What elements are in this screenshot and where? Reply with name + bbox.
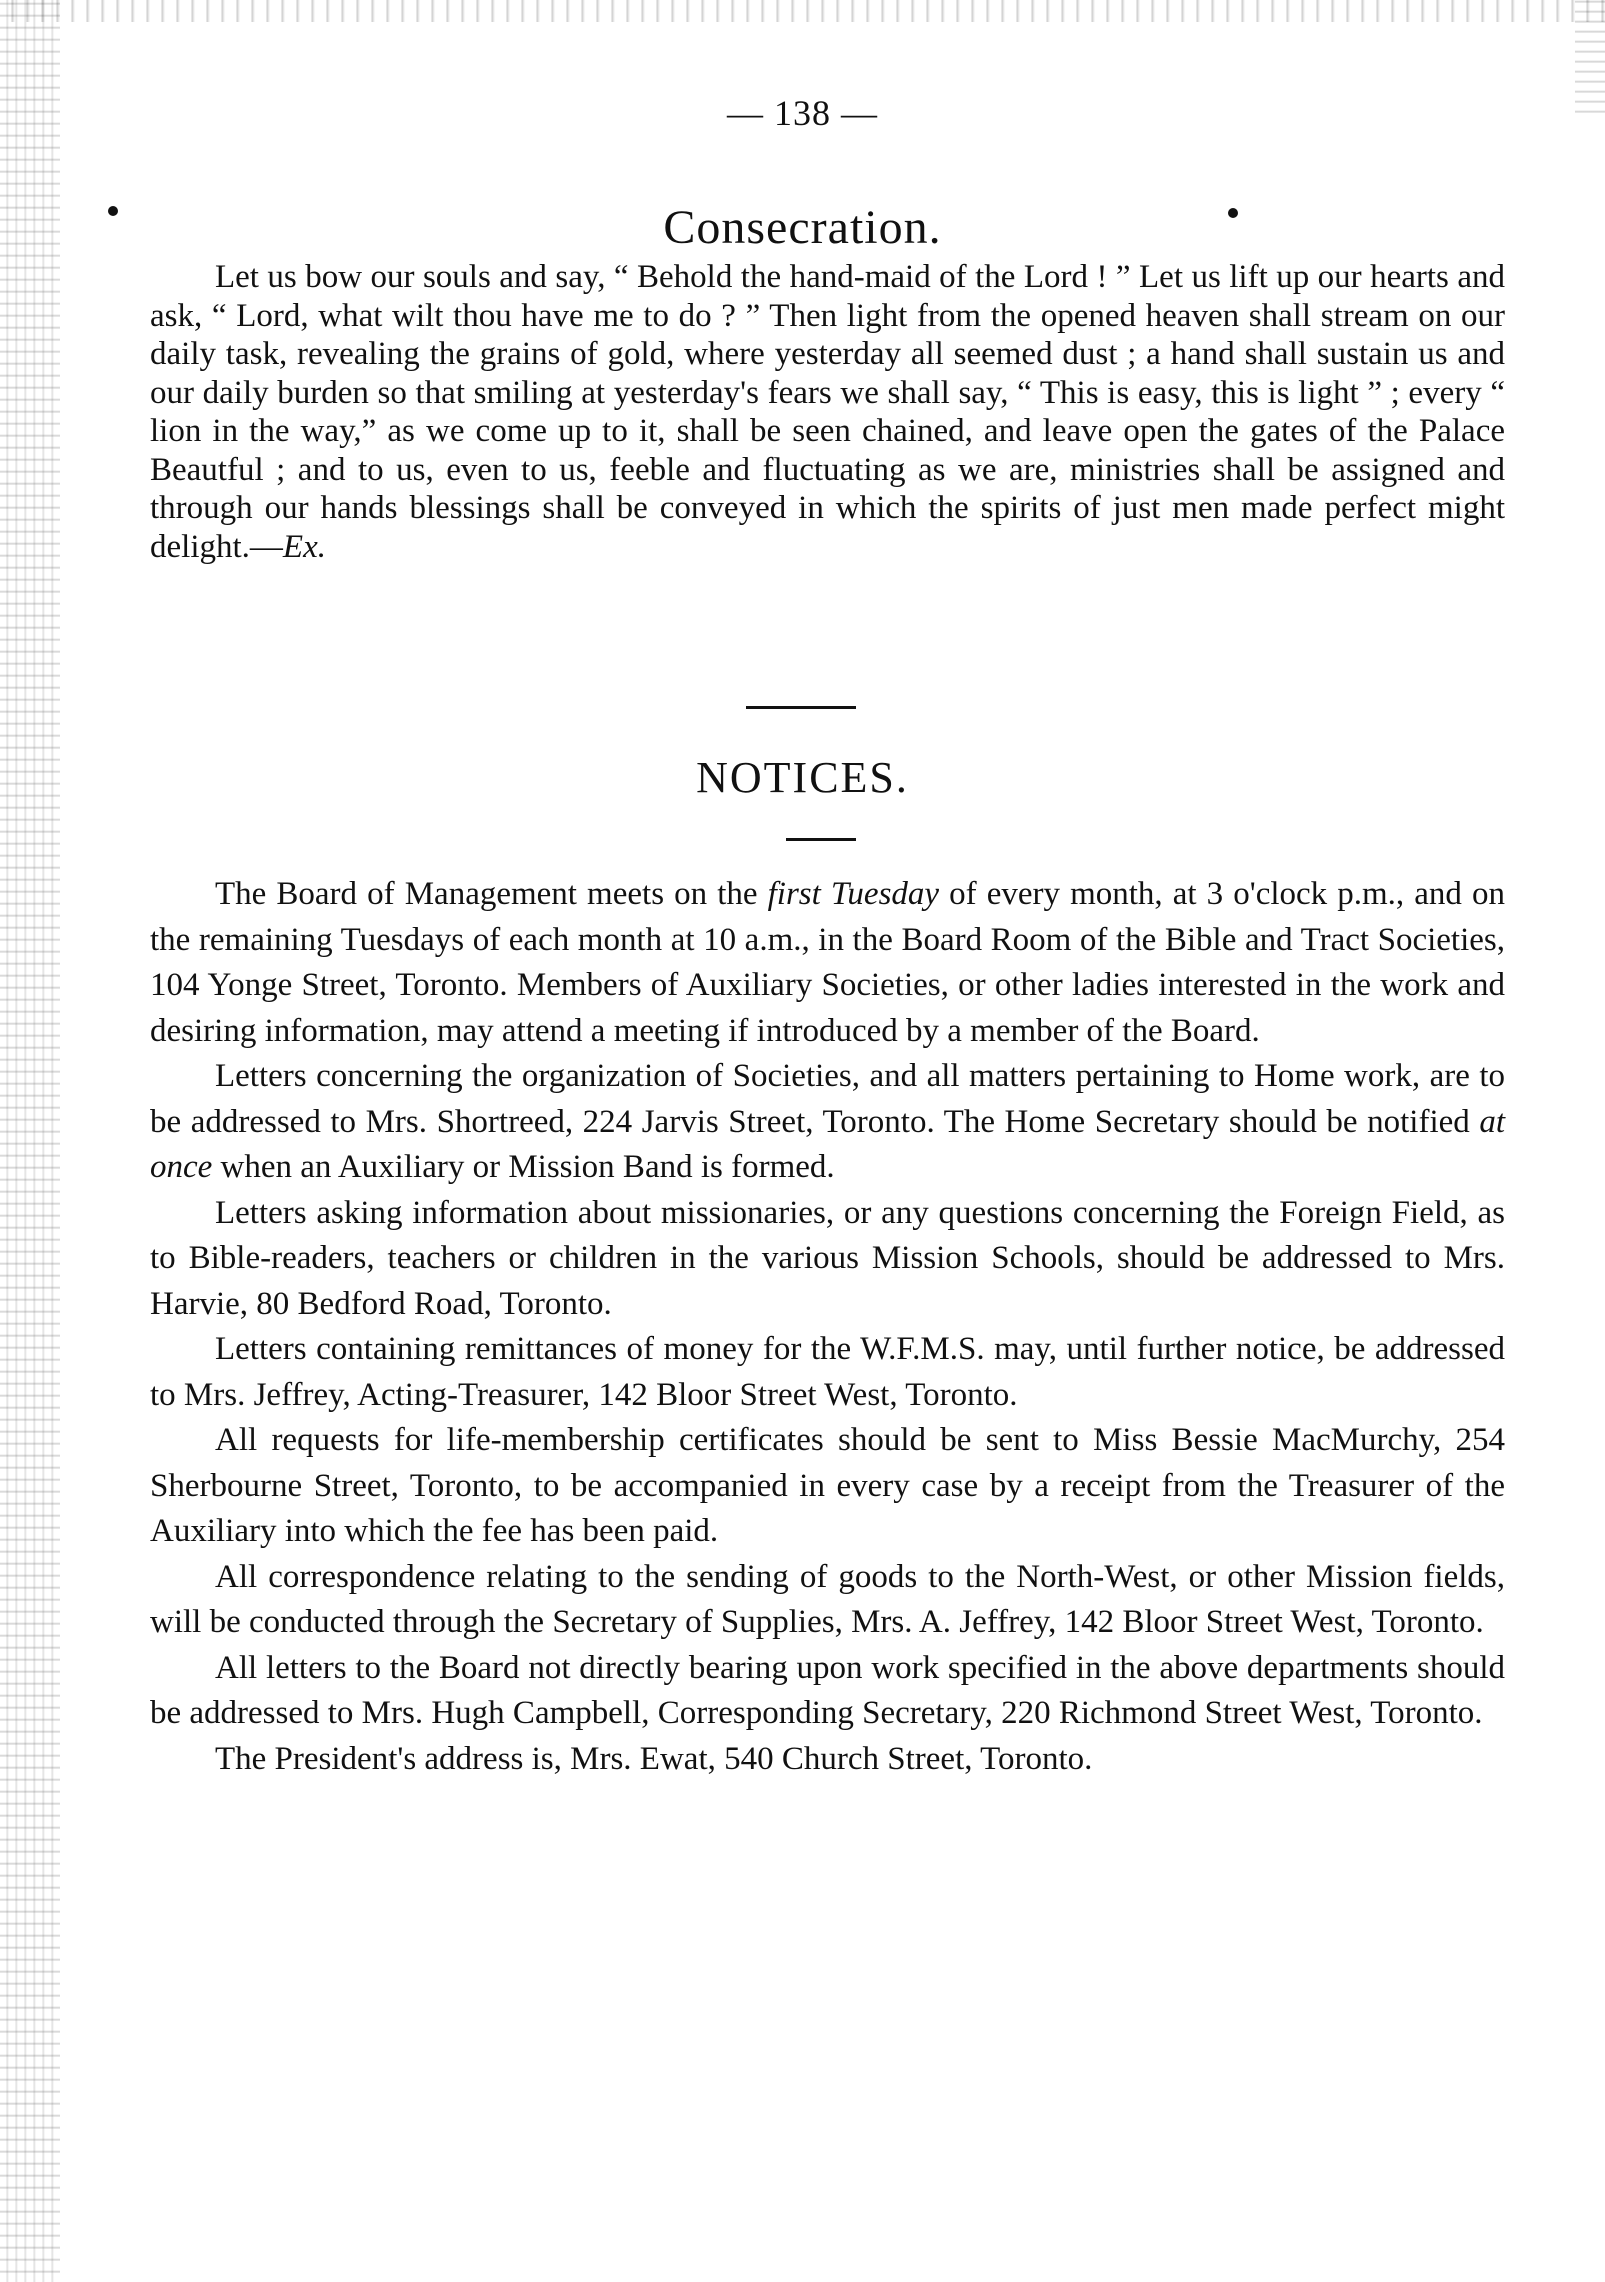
notice-correspondence: All letters to the Board not directly bearing upon work specified in the above departments should be addressed to Mrs. Hugh Campbell, Corresponding Secretary, 220 Richmond Street West, Toronto. [150,1649,1505,1731]
consecration-title: Consecration. [663,201,942,254]
notice-supplies: All correspondence relating to the sending of goods to the North-West, or other Mission fields, will be conducted through the Secretary of Supplies, Mrs. A. Jeffrey, 142 Bloor Street West, Toronto. [150,1558,1505,1640]
notices-divider [786,838,856,841]
notice-text: The Board of Management meets on the [215,876,768,912]
notice-text: of every month, at 3 o'clock p.m., and on the remaining Tuesdays of each month at 10 a.m., in the Board Room of the Bible and Tract Societies, 104 Yonge Street, Toronto. Members of Auxiliary Societies, or other ladies interested in the work and desiring information, may attend a meeting if introduced by a member of the Board. [150,876,1505,1049]
notice-president-address: The President's address is, Mrs. Ewat, 540 Church Street, Toronto. [215,1740,1093,1777]
consecration-body [150,258,1505,566]
notices-title: NOTICES. [696,753,909,802]
notice-remittances: Letters containing remittances of money for the W.F.M.S. may, until further notice, be addressed to Mrs. Jeffrey, Acting-Treasurer, 142 Bloor Street West, Toronto. [150,1331,1505,1413]
scan-edge-noise-top [0,0,1605,22]
notice-text: Letters concerning the organization of Societies, and all matters pertaining to Home work, are to be addressed to Mrs. Shortreed, 224 Jarvis Street, Toronto. The Home Secretary should be notified [150,1058,1505,1140]
consecration-source: Ex. [282,528,326,565]
notice-home-work [150,1054,1505,1191]
notice-emphasis: at once [150,1103,1505,1185]
page-number: — 138 — [727,93,878,133]
notice-life-membership: All requests for life-membership certificates should be sent to Miss Bessie MacMurchy, 254 Sherbourne Street, Toronto, to be accompanied in every case by a receipt from the Treasurer of the Auxiliary into which the fee has been paid. [150,1422,1505,1549]
notice-board-meetings [150,872,1505,1054]
notice-emphasis: first Tuesday [767,876,940,912]
section-divider [746,706,856,709]
notice-foreign-field: Letters asking information about missionaries, or any questions concerning the Foreign Field, as to Bible-readers, teachers or children in the various Mission Schools, should be addressed to Mrs. Harvie, 80 Bedford Road, Toronto. [150,1194,1505,1322]
consecration-paragraph [150,258,1505,566]
consecration-text: Let us bow our souls and say, “ Behold the hand-maid of the Lord ! ” Let us lift up our hearts and ask, “ Lord, what wilt thou have me to do ? ” Then light from the opened heaven shall stream on our daily task, revealing the grains of gold, where yesterday all seemed dust ; a hand shall sustain us and our daily burden so that smiling at yesterday's fears we shall say, “ This is easy, this is light ” ; every “ lion in the way,” as we come up to it, shall be seen chained, and leave open the gates of the Palace Beautful ; and to us, even to us, feeble and fluctuating as we are, ministries shall be assigned and through our hands blessings shall be conveyed in which the spirits of just men made perfect might delight.— [150,259,1505,565]
notices-body [150,872,1505,1782]
notice-text: when an Auxiliary or Mission Band is formed. [212,1149,835,1185]
scan-edge-noise-left [0,0,60,2282]
